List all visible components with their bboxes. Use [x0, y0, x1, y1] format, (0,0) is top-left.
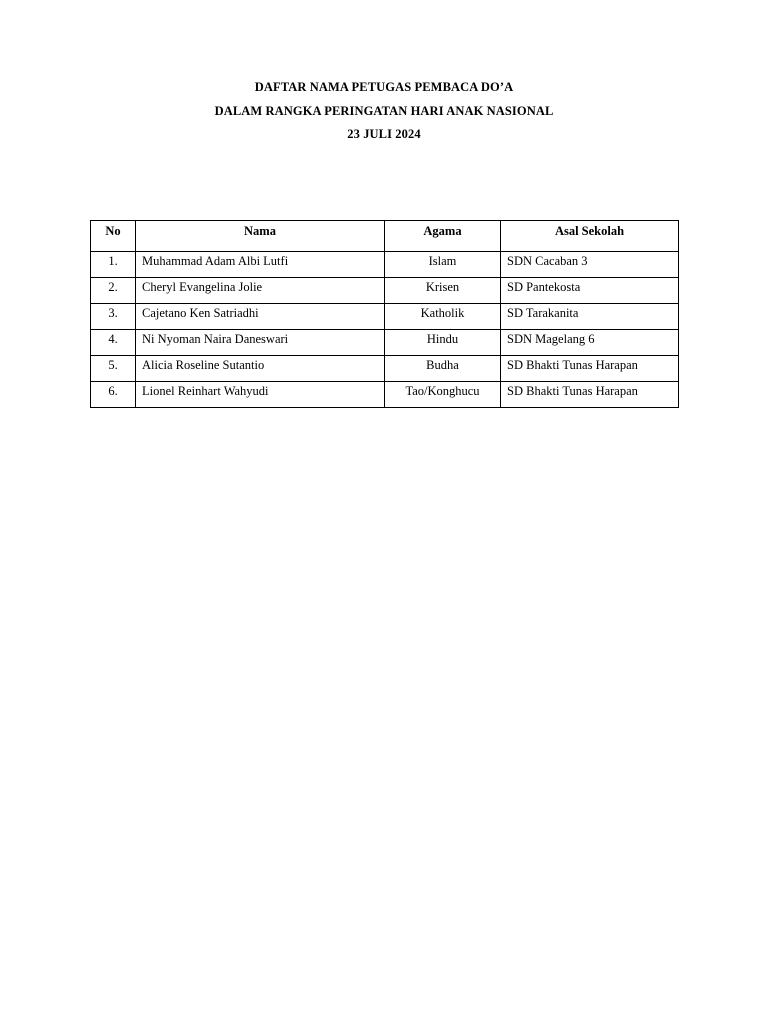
title-line-1: DAFTAR NAMA PETUGAS PEMBACA DO’A — [254, 80, 514, 94]
table-row — [91, 304, 679, 330]
cell-asal-sekolah: SD Tarakanita — [501, 304, 679, 330]
cell-no: 6. — [91, 382, 136, 408]
petugas-table — [90, 220, 679, 408]
header-asal-sekolah: Asal Sekolah — [501, 221, 679, 252]
table-row — [91, 278, 679, 304]
cell-asal-sekolah: SD Bhakti Tunas Harapan — [501, 382, 679, 408]
title-line-2: DALAM RANGKA PERINGATAN HARI ANAK NASIONAL — [214, 103, 554, 118]
cell-asal-sekolah: SD Pantekosta — [501, 278, 679, 304]
cell-no: 4. — [91, 330, 136, 356]
header-nama: Nama — [136, 221, 385, 252]
cell-nama: Lionel Reinhart Wahyudi — [136, 382, 385, 408]
cell-nama: Ni Nyoman Naira Daneswari — [136, 330, 385, 356]
cell-no: 2. — [91, 278, 136, 304]
cell-agama: Tao/Konghucu — [385, 382, 501, 408]
cell-asal-sekolah: SD Bhakti Tunas Harapan — [501, 356, 679, 382]
header-no: No — [91, 221, 136, 252]
cell-agama: Katholik — [385, 304, 501, 330]
cell-agama: Islam — [385, 252, 501, 278]
cell-agama: Hindu — [385, 330, 501, 356]
title-line-3: 23 JULI 2024 — [347, 127, 421, 141]
cell-nama: Cheryl Evangelina Jolie — [136, 278, 385, 304]
cell-agama: Krisen — [385, 278, 501, 304]
table-row — [91, 382, 679, 408]
table-row — [91, 252, 679, 278]
cell-asal-sekolah: SDN Cacaban 3 — [501, 252, 679, 278]
cell-no: 1. — [91, 252, 136, 278]
table-header-row — [91, 221, 679, 252]
cell-asal-sekolah: SDN Magelang 6 — [501, 330, 679, 356]
cell-agama: Budha — [385, 356, 501, 382]
document-title — [0, 76, 768, 147]
cell-no: 3. — [91, 304, 136, 330]
cell-nama: Alicia Roseline Sutantio — [136, 356, 385, 382]
table-row — [91, 356, 679, 382]
table-row — [91, 330, 679, 356]
cell-nama: Muhammad Adam Albi Lutfi — [136, 252, 385, 278]
cell-nama: Cajetano Ken Satriadhi — [136, 304, 385, 330]
header-agama: Agama — [385, 221, 501, 252]
cell-no: 5. — [91, 356, 136, 382]
